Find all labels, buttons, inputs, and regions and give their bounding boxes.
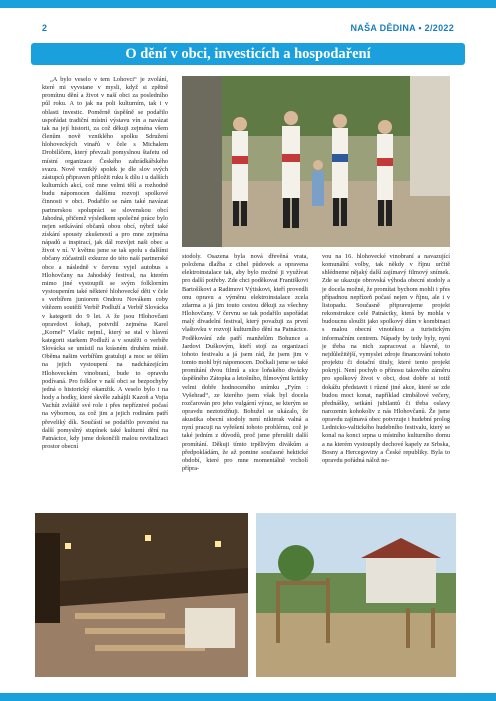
photo-new-playground — [256, 513, 456, 677]
article-column-2 — [182, 253, 308, 501]
top-accent-bar — [0, 0, 496, 8]
article-column-1 — [42, 76, 168, 500]
photo-folk-procession — [182, 76, 450, 247]
article-column-3 — [322, 253, 450, 501]
page-number: 2 — [42, 23, 48, 33]
column-2-text: stodoly. Osazena byla nová dřevěná vrata, položena dlažba z cihel půdovek a opravena elektroinstalace tak, aby bylo možné ji využívat pro další potřeby. Zde chci poděkovat Františkovi Bartošíkovi a Radimovi Výtiskovi, kteří provedli onu opravu a výměnu elektroinstalace zcela zdarma a já jim touto cestou děkuji za všechny Hlohovčany. V červnu se tak podařilo uspořádat malý divadelní festival, který považuji za první vlaštovku v rozvoji kulturního dění na Patnáctce. Poděkování zde patří manželům Bohunce a Jardovi Duškovým, kteří stojí za organizací tohoto festivalu a já jsem rád, že jsem jim v tomto mohl být nápomocen. Dočkali jsme se také promítání dvou filmů a sice loňského divácky úspěšného Zátopka a letošního, filmovými kritiky velmi dobře hodnoceného snímku „Fyím : Vyšehrad“, ze kterého jsem však byl docela rozčarován pro jeho vulgární výraz, se kterým se opravdu neztotožňuji. Bohužel se ukázalo, že akustika obecní stodoly není nikterak valná a nyní pracuji na vyřešení tohoto problému, což je také jedním z důvodů, proč jsme přerušili další promítání. Děkuji tímto trpělivým divákům a předpokládám, že až pomine současné hektické období, které pro mne momentálně vrcholí přípra- — [182, 253, 308, 473]
photo-barn-interior — [35, 513, 248, 677]
issue-label: NAŠA DĚDINA • 2/2022 — [350, 23, 454, 33]
article-title: O dění v obci, investicích a hospodaření — [31, 43, 465, 65]
column-3-text: vou na 16. hlohovecké vinobraní a navazující komunální volby, tak někdy v říjnu určitě shlédneme nějaký další zajímavý filmový snímek. Zde se ukazuje obrovská výhoda obecní stodoly a je docela možné, že promítat bychom mohli i přes případnou nepřízeň počasí nejen v říjnu, ale i v listopadu. Současně připravujeme projekt rekonstrukce celé Patnáctky, která by mohla v budoucnu sloužit jako spolkový dům v kombinaci s malou obecní vinotékou a turistickým informačním centrem. Nápady by tedy byly, nyní je třeba na nich zapracovat a hlavně, to nejdůležitější, vymyslet zdroje financování tohoto projektu či dotační tituly, které tento projekt pokryjí. Není pochyb o přínosu takového záměru pro spolkový život v obci, dost dobře si totiž dokážu představit i různé jiné akce, které se zde budou moct konat, například cimbálové večery, přednášky, setkání jubilantů či třeba oslavy narozenin kohokoliv z nás Hlohovčanů. Že jsme opravdu zajímavá obec potvrzuje i hudební prolog Lednicko-valtického hudebního festivalu, který se konal na konci srpna u místního kulturního domu a na kterém vystoupily dechové kapely ze Srbska, Bosny a Hercegoviny a České republiky. Byla to opravdu pořádná nálož ne- — [322, 253, 450, 464]
bottom-accent-bar — [0, 693, 496, 701]
column-1-text: „A bylo veselo v tem Lohovci“ je zvolání, které mi vyvstane v mysli, když si zpětně promítnu dění a život v naší obci za posledního půl roku. A to jak na poli kulturním, tak i v oblasti investic. Poměrně úspěšně se podařilo uspořádat tradiční místní výstavu vín a navázat tak na její historii, za což děkuji zejména všem členům nově vzniklého spolku Sdružení hlohoveckých vinařů v čele s Michalem Drobilíčem, který převzali pomyslnou štafetu od místní organizace Českého zahrádkářského svazu. Nově vzniklý spolek je dle slov svých zástupců připraven přiložit ruku k dílu i u dalších kulturních akcí, což mne velmi těší a rozhodně budu nápomocen dalšímu rozvoji spolkové činnosti v obci. Podařilo se nám také navázat partnerskou spolupráci se slovenskou obcí Jahodná, přičemž výsledkem společné práce bylo nejen setkávání občanů obou obcí, nýbrž také získání spousty zkušeností a pro mne zejména nápadů a inspirací, jak dál rozvíjet naši obec a život v ní. V květnu jsme se tak spolu s dalšími občany zúčastnili exkurze do této naší partnerské obce a následně v červnu vyjel autobus s Hlohovčany na Jahodský festival, na kterém mimo jiné vystoupili se svým folklorním vystoupením také některé hlohovecké děti v čele s verbířem juniorem Ondrou Novákem coby vítězem soutěží Verbíř Podluží a Verbíř Slovácka v kategorii do 9 let. A že jsou Hlohovčani opravdovi šohaji, potvrdil zejména Karel „Kornel“ Vlašic nejml., který se stal v hlavní kategorii starkem Podluží a v soutěži o verbíře Slovácka se umístil na krásném druhém místě. Oběma našim verbířům gratuluji a moc se těším na jejich vystoupení na nadcházejícím Hlohoveckém vinobraní, bude to opravdu podívaná. Pro folklor v naší obci se bezpochyby jedná o historický okamžik. A veselo bylo i na hody a hodky, které skvěle zahájili Kazoň a Vojta Vachůt zvláště své role i přes nepříznivé počasí na výbornou, za což jim a jejich rodinám patří převeliký dík. Součástí se podařilo povznést na další pomyslný stupínek také kulturní dění na Patnáctce, kdy jsme dokončili malou revitalizaci prostor obecní — [42, 76, 168, 451]
